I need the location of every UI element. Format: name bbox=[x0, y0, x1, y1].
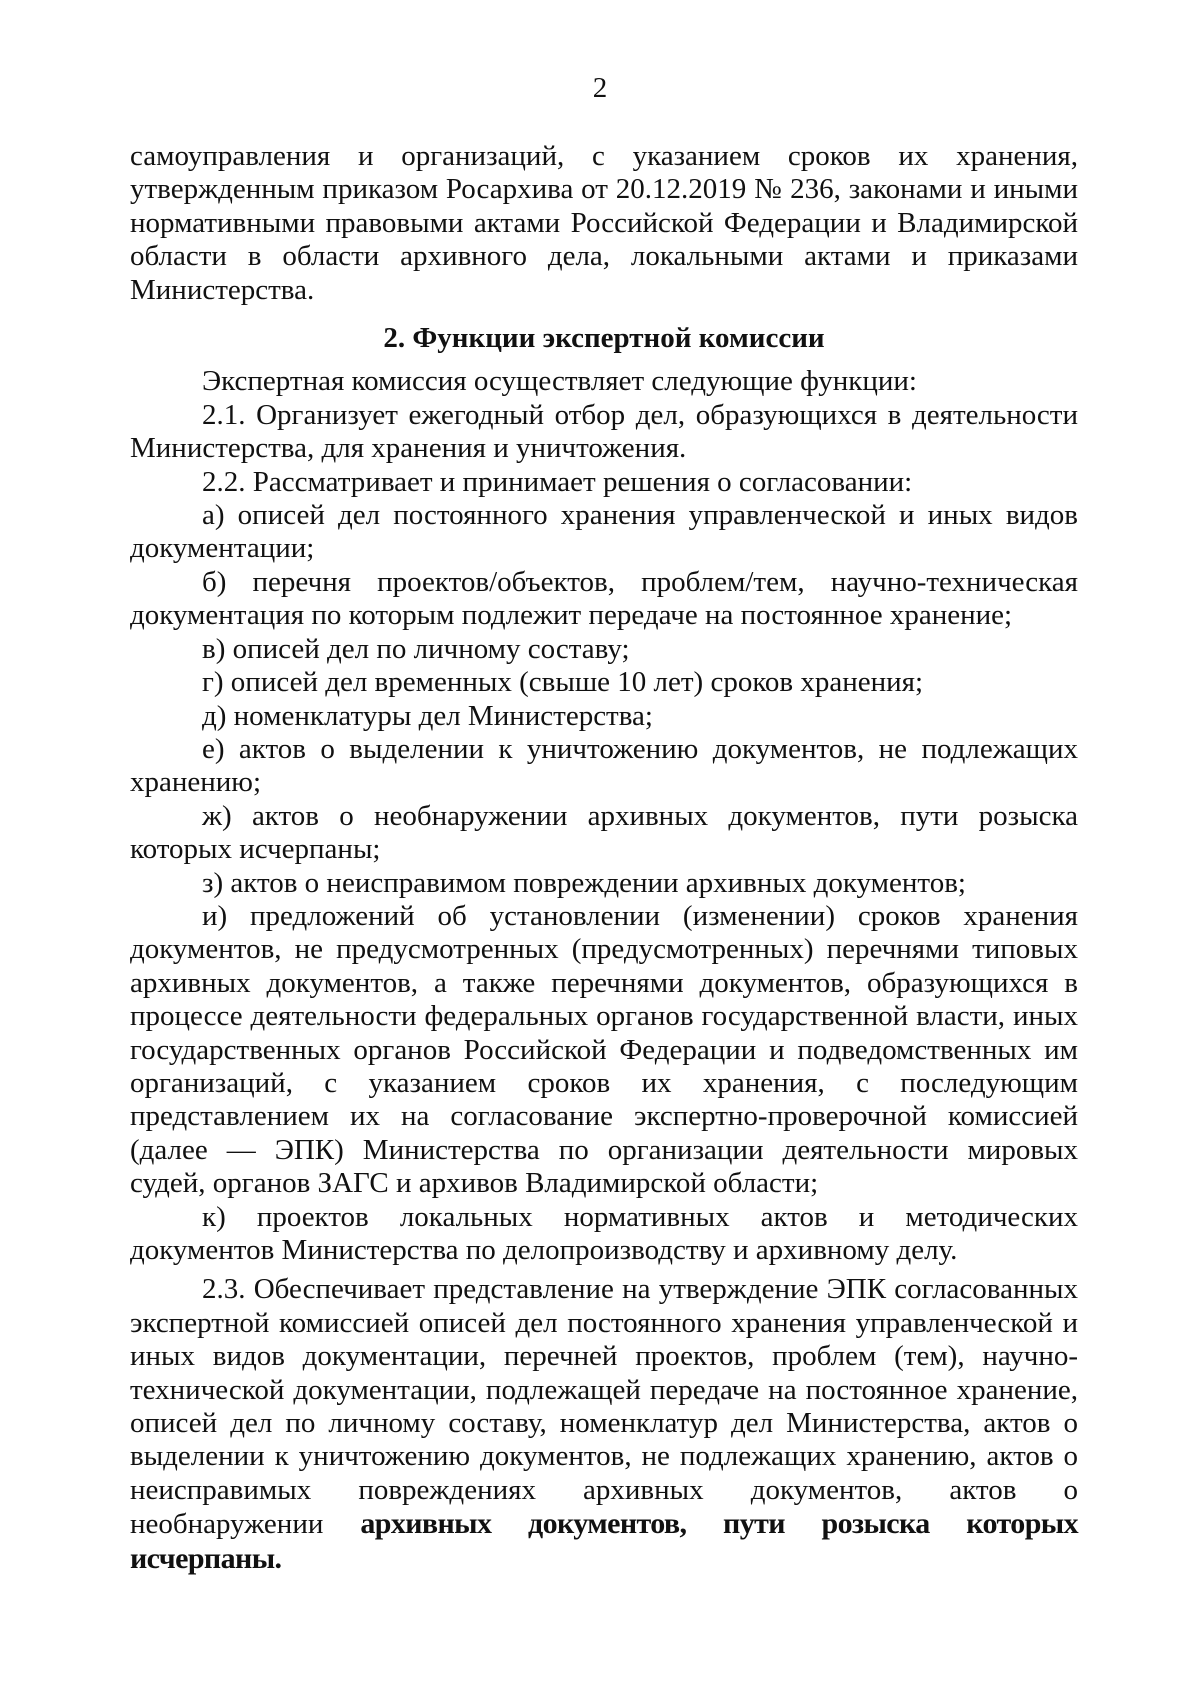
subitem-zh: ж) актов о необнаружении архивных документов, пути розыска которых исчерпаны; bbox=[130, 799, 1078, 866]
subitem-v: в) описей дел по личному составу; bbox=[202, 632, 630, 665]
item-2-3-end: архивных документов, пути розыска которых исчерпаны. bbox=[130, 1507, 1078, 1575]
subitem-k: к) проектов локальных нормативных актов и методических документов Министерства по делопроизводству и архивному делу. bbox=[130, 1200, 1078, 1266]
subitem-e: е) актов о выделении к уничтожению документов, не подлежащих хранению; bbox=[130, 732, 1078, 799]
subitem-a: а) описей дел постоянного хранения управленческой и иных видов документации; bbox=[130, 499, 1078, 565]
lead-paragraph: Экспертная комиссия осуществляет следующие функции: bbox=[202, 365, 917, 398]
subitem-b: б) перечня проектов/объектов, проблем/тем, научно-техническая документация по которым подлежит передаче на постоянное хранение; bbox=[130, 565, 1078, 632]
item-2-1: 2.1. Организует ежегодный отбор дел, образующихся в деятельности Министерства, для хранения и уничтожения. bbox=[130, 398, 1078, 465]
subitem-z: з) актов о неисправимом повреждении архивных документов; bbox=[202, 866, 966, 899]
subitem-i: и) предложений об установлении (изменении) сроков хранения документов, не предусмотренных (предусмотренных) перечнями типовых архивных документов, а также перечнями документов, образующихся в процессе деятельности федеральных органов государственной власти, иных государственных органов Российской Федерации и подведомственных им организаций, с указанием сроков их хранения, с последующим представлением их на согласование экспертно-проверочной комиссией (далее — ЭПК) Министерства по организации деятельности мировых судей, органов ЗАГС и архивов Владимирской области; bbox=[130, 899, 1078, 1200]
section-heading: 2. Функции экспертной комиссии bbox=[383, 322, 825, 355]
item-2-3 bbox=[130, 1273, 1078, 1576]
document-body bbox=[130, 140, 1078, 1576]
page-number: 2 bbox=[592, 72, 608, 104]
item-2-2: 2.2. Рассматривает и принимает решения о согласовании: bbox=[202, 465, 913, 498]
intro-paragraph: самоуправления и организаций, с указанием сроков их хранения, утвержденным приказом Росархива от 20.12.2019 № 236, законами и иными нормативными правовыми актами Российской Федерации и Владимирской области в области архивного дела, локальными актами и приказами Министерства. bbox=[130, 140, 1078, 306]
subitem-g: г) описей дел временных (свыше 10 лет) сроков хранения; bbox=[202, 666, 924, 699]
item-2-3-main: 2.3. Обеспечивает представление на утверждение ЭПК согласованных экспертной комиссией описей дел постоянного хранения управленческой и иных видов документации, перечней проектов, проблем (тем), научно-технической документации, подлежащей передаче на постоянное хранение, описей дел по личному составу, номенклатур дел Министерства, актов о выделении к уничтожению документов, не подлежащих хранению, актов о неисправимых повреждениях архивных документов, актов о необнаружении bbox=[130, 1273, 1078, 1541]
subitem-d: д) номенклатуры дел Министерства; bbox=[202, 699, 653, 732]
